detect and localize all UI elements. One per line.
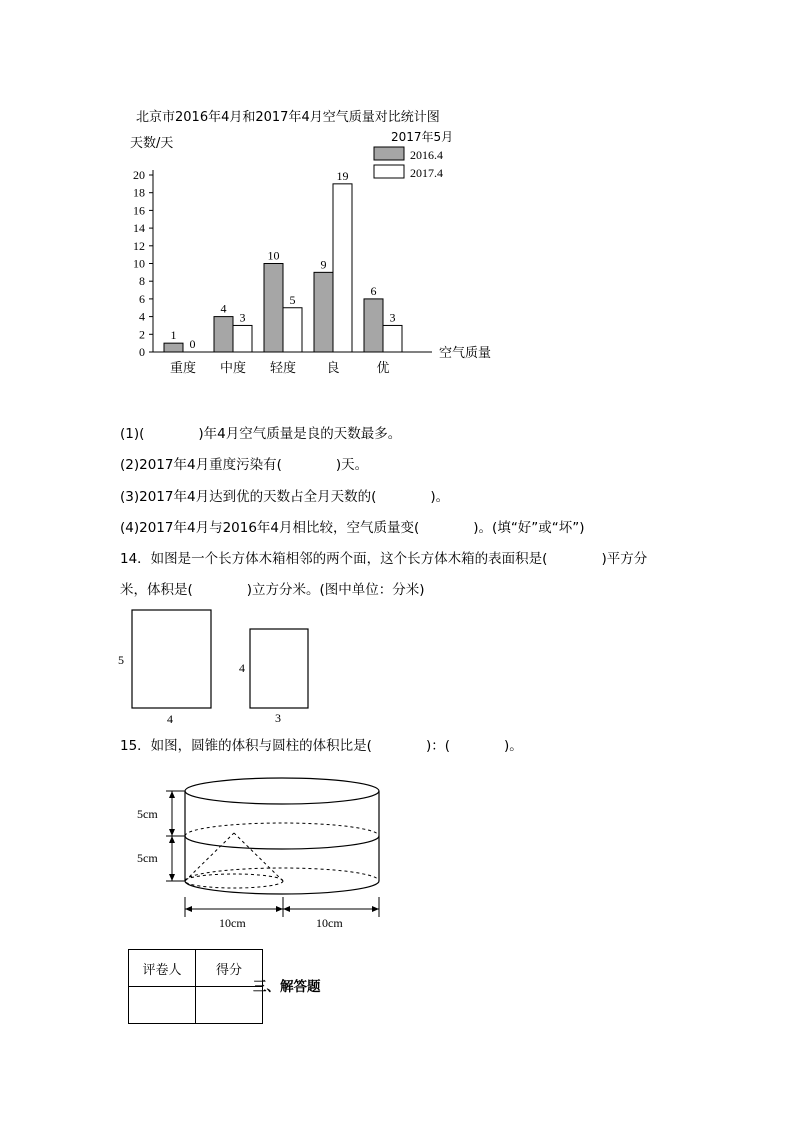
face-2-width: 3 <box>275 711 281 725</box>
arrow-down-2 <box>169 874 175 881</box>
legend-swatch-2017 <box>374 165 404 178</box>
data-label-2017.4-重度: 0 <box>189 337 196 351</box>
chart-date-note: 2017年5月 <box>391 130 454 144</box>
x-tick-label-轻度: 轻度 <box>269 361 297 376</box>
bar-2017.4-优 <box>383 325 402 352</box>
chart-title: 北京市2016年4月和2017年4月空气质量对比统计图 <box>136 110 440 125</box>
question-15: 15．如图，圆锥的体积与圆柱的体积比是( )：( )。 <box>120 738 523 754</box>
bar-2017.4-中度 <box>233 325 252 352</box>
legend-label-2016: 2016.4 <box>410 148 443 162</box>
data-label-2016.4-良: 9 <box>320 257 327 272</box>
question-14-line2: 米，体积是( )立方分米。(图中单位：分米) <box>120 582 425 598</box>
y-tick-label-0: 0 <box>139 345 145 359</box>
cone-left-edge <box>185 833 234 881</box>
cylinder-top <box>185 778 379 804</box>
face-rect-2 <box>250 629 308 708</box>
y-tick-label-18: 18 <box>133 185 145 200</box>
x-tick-label-重度: 重度 <box>169 361 197 376</box>
x-tick-label-优: 优 <box>376 361 390 376</box>
bar-2016.4-中度 <box>214 317 233 352</box>
face-2-height: 4 <box>239 661 245 675</box>
question-4: (4)2017年4月与2016年4月相比较，空气质量变( )。(填“好”或“坏”) <box>120 520 585 536</box>
question-14-line1: 14．如图是一个长方体木箱相邻的两个面，这个长方体木箱的表面积是( )平方分 <box>120 551 648 567</box>
score-table <box>128 949 263 1024</box>
lower-height-label: 5cm <box>137 851 158 865</box>
middle-ellipse-back <box>185 823 379 836</box>
data-label-2016.4-中度: 4 <box>220 301 227 316</box>
box-faces-figure <box>0 600 794 730</box>
face-1-width: 4 <box>167 712 173 726</box>
y-tick-label-4: 4 <box>139 309 145 324</box>
y-tick-label-16: 16 <box>133 203 145 218</box>
y-tick-label-10: 10 <box>133 256 145 271</box>
x-tick-label-良: 良 <box>326 361 340 376</box>
grader-header: 评卷人 <box>129 950 196 987</box>
arrow-down-1 <box>169 829 175 836</box>
y-tick-label-8: 8 <box>139 274 145 289</box>
section-title: 三、解答题 <box>253 979 321 995</box>
data-label-2017.4-良: 19 <box>336 168 349 183</box>
right-width-label: 10cm <box>316 916 343 930</box>
left-width-label: 10cm <box>219 916 246 930</box>
face-rect-1 <box>132 610 211 708</box>
y-tick-label-20: 20 <box>133 168 145 182</box>
grader-cell[interactable] <box>129 987 196 1024</box>
cone-base <box>185 874 283 888</box>
data-label-2017.4-中度: 3 <box>239 310 246 325</box>
data-label-2016.4-重度: 1 <box>170 328 177 343</box>
question-2: (2)2017年4月重度污染有( )天。 <box>120 457 369 473</box>
arrow-right-1 <box>276 906 283 912</box>
data-label-2017.4-优: 3 <box>389 310 396 325</box>
bar-2017.4-良 <box>333 184 352 352</box>
data-label-2016.4-优: 6 <box>370 283 377 298</box>
legend-swatch-2016 <box>374 147 404 160</box>
arrow-left-1 <box>185 906 192 912</box>
data-label-2017.4-轻度: 5 <box>289 292 296 307</box>
y-tick-label-6: 6 <box>139 291 145 306</box>
y-tick-label-14: 14 <box>133 221 145 236</box>
bar-2016.4-轻度 <box>264 264 283 353</box>
upper-height-label: 5cm <box>137 807 158 821</box>
bar-2016.4-良 <box>314 272 333 352</box>
arrow-left-2 <box>283 906 290 912</box>
legend-label-2017: 2017.4 <box>410 166 443 180</box>
bar-2016.4-重度 <box>164 343 183 352</box>
bar-2017.4-轻度 <box>283 308 302 352</box>
arrow-up-1 <box>169 791 175 798</box>
data-label-2016.4-轻度: 10 <box>267 248 280 263</box>
arrow-up-2 <box>169 836 175 843</box>
face-1-height: 5 <box>118 653 124 667</box>
score-header: 得分 <box>196 950 263 987</box>
x-tick-label-中度: 中度 <box>219 361 247 376</box>
cylinder-cone-figure <box>0 770 794 940</box>
question-3: (3)2017年4月达到优的天数占全月天数的( )。 <box>120 489 450 505</box>
arrow-right-2 <box>372 906 379 912</box>
y-tick-label-2: 2 <box>139 327 145 342</box>
y-tick-label-12: 12 <box>133 238 145 253</box>
question-1: (1)( )年4月空气质量是良的天数最多。 <box>120 426 402 442</box>
middle-ellipse-front <box>185 836 379 849</box>
bar-2016.4-优 <box>364 299 383 352</box>
y-axis-label: 天数/天 <box>130 136 174 151</box>
x-axis-label: 空气质量 <box>439 346 492 361</box>
air-quality-chart <box>0 0 794 400</box>
